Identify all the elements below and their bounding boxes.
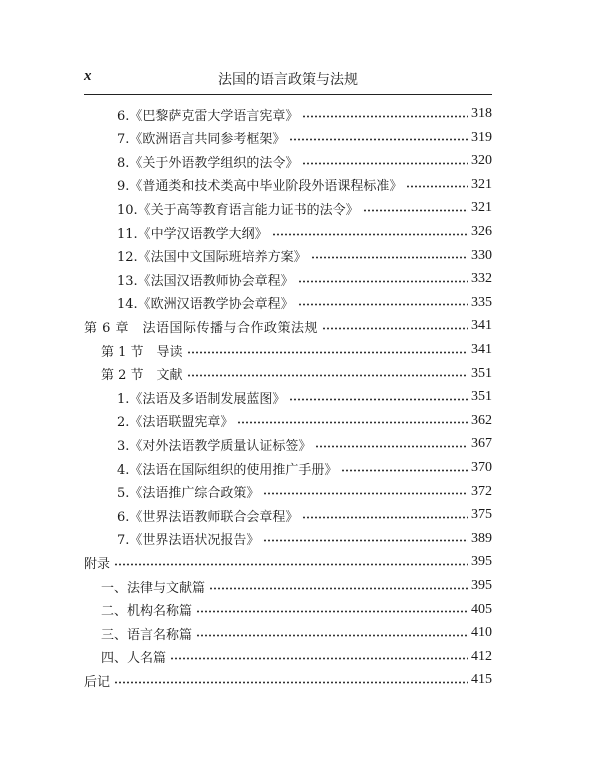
toc-item-row <box>117 410 492 432</box>
toc-page-number: 319 <box>471 129 492 145</box>
dot-leader <box>263 492 468 495</box>
dot-leader <box>311 256 468 259</box>
toc-appendix-subrow <box>101 622 492 644</box>
toc-item-row <box>117 221 492 243</box>
toc-entry-label: 10.《关于高等教育语言能力证书的法令》 <box>117 202 359 218</box>
toc-page-number: 330 <box>471 247 492 263</box>
toc-item-row <box>117 174 492 196</box>
dot-leader <box>302 516 468 519</box>
toc-entry-label: 5.《法语推广综合政策》 <box>117 486 260 502</box>
toc-entry-label: 后记 <box>84 674 111 690</box>
toc-entry-label: 1.《法语及多语制发展蓝图》 <box>117 391 286 407</box>
toc-entry-label: 13.《法国汉语教师协会章程》 <box>117 273 294 289</box>
toc-item-row <box>117 103 492 125</box>
toc-item-row <box>117 481 492 503</box>
dot-leader <box>298 280 468 283</box>
toc-entry-label: 第 2 节 文献 <box>101 368 183 384</box>
toc-entry-label: 8.《关于外语教学组织的法令》 <box>117 155 299 171</box>
toc-section-row <box>101 363 492 385</box>
toc-item-row <box>117 433 492 455</box>
toc-entry-label: 14.《欧洲汉语教学协会章程》 <box>117 297 294 313</box>
toc-entry-label: 9.《普通类和技术类高中毕业阶段外语课程标准》 <box>117 179 403 195</box>
toc-page-number: 395 <box>471 554 492 570</box>
toc-section-row <box>101 339 492 361</box>
dot-leader <box>187 374 468 377</box>
dot-leader <box>341 469 468 472</box>
toc-item-row <box>117 268 492 290</box>
toc-entry-label: 附录 <box>84 556 111 572</box>
toc-page-number: 335 <box>471 294 492 310</box>
page-header <box>84 68 492 90</box>
toc-page-number: 410 <box>471 625 492 641</box>
dot-leader <box>315 445 468 448</box>
toc-entry-label: 6.《世界法语教师联合会章程》 <box>117 509 299 525</box>
toc-page-number: 332 <box>471 271 492 287</box>
page-number: x <box>84 68 92 84</box>
toc-page-number: 395 <box>471 578 492 593</box>
dot-leader <box>263 539 468 542</box>
dot-leader <box>237 421 468 424</box>
toc-entry-label: 11.《中学汉语教学大纲》 <box>117 226 268 242</box>
dot-leader <box>209 587 468 590</box>
toc-page-number: 318 <box>471 106 492 121</box>
toc-page-number: 351 <box>471 389 492 405</box>
toc-entry-label: 3.《对外法语教学质量认证标签》 <box>117 438 312 454</box>
dot-leader <box>302 115 468 118</box>
toc-entry-label: 7.《欧洲语言共同参考框架》 <box>117 132 286 148</box>
dot-leader <box>196 634 468 637</box>
toc-item-row <box>117 245 492 267</box>
toc-entry-label: 二、机构名称篇 <box>101 604 193 620</box>
toc-page-number: 415 <box>471 672 492 688</box>
toc-page-number: 389 <box>471 530 492 546</box>
dot-leader <box>196 610 468 613</box>
toc-entry-label: 一、法律与文献篇 <box>101 580 206 596</box>
toc-appendix-row <box>84 551 492 573</box>
toc-page-number: 412 <box>471 648 492 664</box>
dot-leader <box>289 138 468 141</box>
toc-page-number: 372 <box>471 483 492 499</box>
toc-page-number: 321 <box>471 176 492 192</box>
running-title: 法国的语言政策与法规 <box>218 72 358 88</box>
dot-leader <box>114 563 468 566</box>
header-rule <box>84 94 492 95</box>
toc-page-number: 375 <box>471 507 492 523</box>
toc-item-row <box>117 457 492 479</box>
toc-entry-label: 三、语言名称篇 <box>101 627 193 643</box>
toc-entry-label: 12.《法国中文国际班培养方案》 <box>117 250 307 266</box>
toc-entry-label: 第 6 章 法语国际传播与合作政策法规 <box>84 320 319 336</box>
toc-page-number: 341 <box>471 342 492 357</box>
dot-leader <box>322 327 468 330</box>
toc-entry-label: 6.《巴黎萨克雷大学语言宪章》 <box>117 108 299 124</box>
toc-page-number: 326 <box>471 224 492 239</box>
toc-item-row <box>117 197 492 219</box>
toc-page-number: 367 <box>471 436 492 452</box>
dot-leader <box>302 162 468 165</box>
toc-page-number: 321 <box>471 200 492 216</box>
dot-leader <box>289 398 468 401</box>
toc-entry-label: 7.《世界法语状况报告》 <box>117 533 260 549</box>
dot-leader <box>272 233 468 236</box>
toc-item-row <box>117 127 492 149</box>
toc-item-row <box>117 504 492 526</box>
toc-appendix-subrow <box>101 575 492 597</box>
toc-entry-label: 2.《法语联盟宪章》 <box>117 415 234 431</box>
toc-page-number: 405 <box>471 601 492 617</box>
toc-page-number: 320 <box>471 153 492 169</box>
toc-entry-label: 4.《法语在国际组织的使用推广手册》 <box>117 462 338 478</box>
dot-leader <box>363 209 468 212</box>
toc-item-row <box>117 528 492 550</box>
toc-page-number: 351 <box>471 365 492 381</box>
toc-entry-label: 四、人名篇 <box>101 651 167 667</box>
toc-entry-label: 第 1 节 导读 <box>101 344 183 360</box>
toc-appendix-row <box>84 669 492 691</box>
toc-item-row <box>117 292 492 314</box>
dot-leader <box>187 351 468 354</box>
toc-page-number: 370 <box>471 460 492 475</box>
toc-appendix-subrow <box>101 599 492 621</box>
dot-leader <box>298 303 468 306</box>
toc-appendix-subrow <box>101 646 492 668</box>
toc-chapter-row <box>84 315 492 337</box>
dot-leader <box>170 657 468 660</box>
dot-leader <box>406 185 468 188</box>
toc-item-row <box>117 386 492 408</box>
toc-item-row <box>117 150 492 172</box>
dot-leader <box>114 681 468 684</box>
toc-page-number: 362 <box>471 412 492 428</box>
toc-page-number: 341 <box>471 318 492 334</box>
